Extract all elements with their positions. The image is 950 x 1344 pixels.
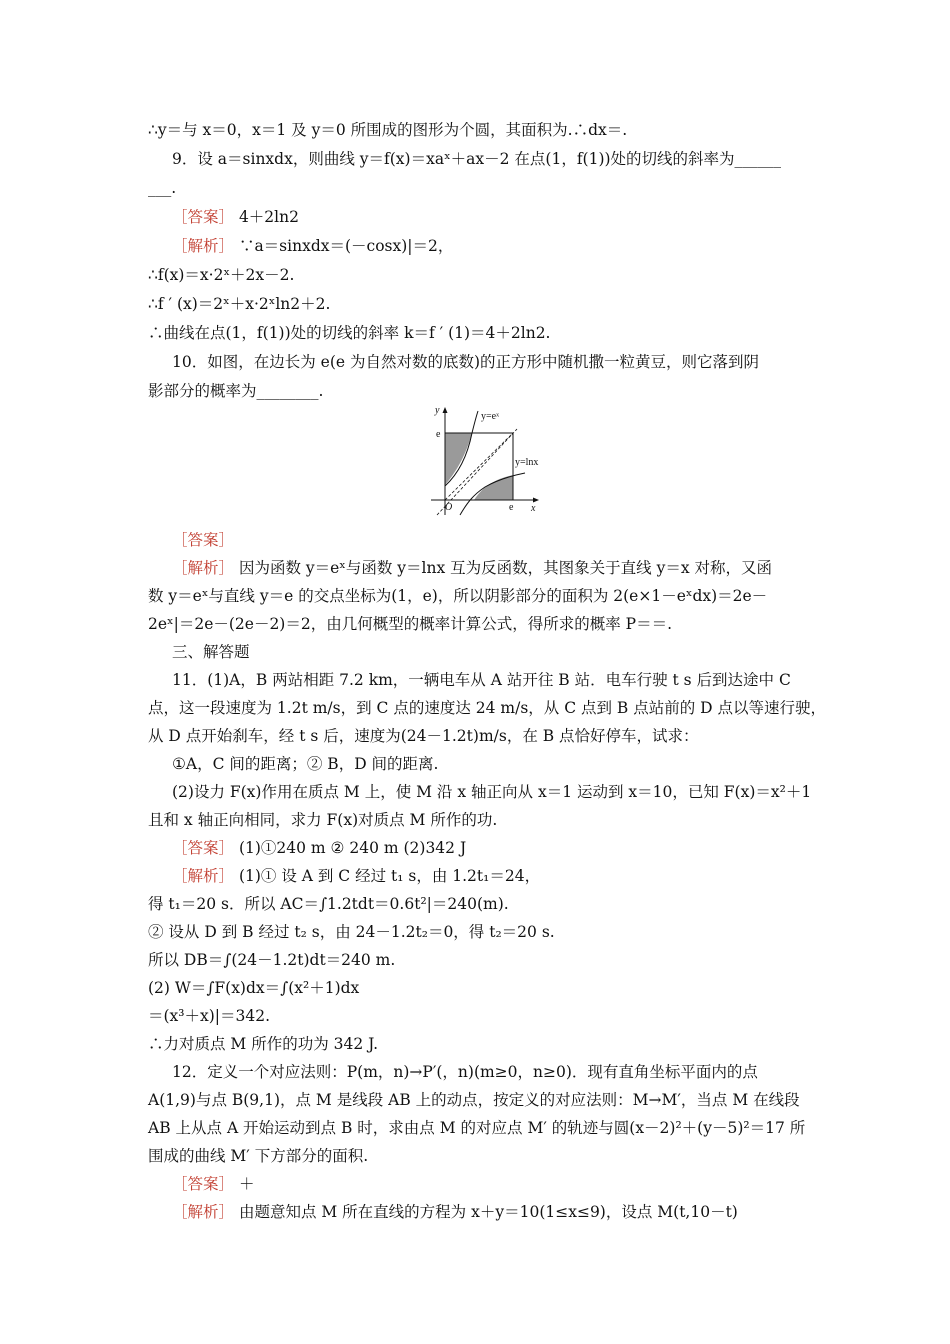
analysis-text: (1)① 设 A 到 C 经过 t₁ s，由 1.2t₁＝24， <box>234 867 541 885</box>
text-line: (2)设力 F(x)作用在质点 M 上，使 M 沿 x 轴正向从 x＝1 运动到 x＝10，已知 F(x)＝x²＋1 <box>172 783 812 801</box>
text-line: 2eˣ|＝2e－(2e－2)＝2，由几何概型的概率计算公式，得所求的概率 P＝＝. <box>148 615 672 633</box>
analysis-tag: ［解析］ <box>172 1203 235 1221</box>
text-line: ＝(x³＋x)|＝342. <box>148 1007 271 1025</box>
question-12: 12．定义一个对应法则：P(m，n)→P′(，n)(m≥0，n≥0)．现有直角坐标平面内的点 <box>172 1063 758 1081</box>
answer-tag: ［答案］ <box>172 1175 235 1193</box>
analysis-text: 因为函数 y＝eˣ与函数 y＝lnx 互为反函数，其图象关于直线 y＝x 对称，又函 <box>234 559 773 577</box>
text-line: 得 t₁＝20 s．所以 AC＝∫1.2tdt＝0.6t²|＝240(m). <box>148 895 509 913</box>
text-line: A(1,9)与点 B(9,1)，点 M 是线段 AB 上的动点，按定义的对应法则：M→M′，当点 M 在线段 <box>148 1091 800 1109</box>
analysis-tag: ［解析］ <box>172 867 235 885</box>
analysis-tag: ［解析］ <box>172 559 235 577</box>
text-line: ② 设从 D 到 B 经过 t₂ s，由 24－1.2t₂＝0，得 t₂＝20 s. <box>148 923 555 941</box>
answer-text: 4＋2ln2 <box>234 208 299 226</box>
question-10: 10．如图，在边长为 e(e 为自然对数的底数)的正方形中随机撒一粒黄豆，则它落到阴 <box>172 353 760 371</box>
curve-exp-label: y=eˣ <box>481 411 499 422</box>
text-line: AB 上从点 A 开始运动到点 B 时，求由点 M 的对应点 M′ 的轨迹与圆(x－2)²＋(y－5)²＝17 所 <box>148 1119 806 1137</box>
question-11: 11．(1)A，B 两站相距 7.2 km，一辆电车从 A 站开往 B 站．电车行驶 t s 后到达途中 C <box>172 671 791 689</box>
analysis-line <box>172 1202 738 1222</box>
text-line: ∴力对质点 M 所作的功为 342 J. <box>148 1035 379 1053</box>
answer-line <box>172 207 299 227</box>
text-line: 所以 DB＝∫(24－1.2t)dt＝240 m. <box>148 951 396 969</box>
tick-e-x: e <box>509 502 514 513</box>
text-line: ∴f(x)＝x·2ˣ＋2x－2. <box>148 266 295 284</box>
text-line: 点，这一段速度为 1.2t m/s，到 C 点的速度达 24 m/s，从 C 点到 B 点站前的 D 点以等速行驶， <box>148 699 827 717</box>
tick-e-y: e <box>436 429 441 440</box>
curve-ln-label: y=lnx <box>515 457 539 468</box>
analysis-text: 由题意知点 M 所在直线的方程为 x＋y＝10(1≤x≤9)，设点 M(t,10－t) <box>234 1203 738 1221</box>
x-axis-arrow <box>533 498 539 503</box>
origin-label: O <box>445 502 453 513</box>
text-line: ___. <box>148 179 177 197</box>
question-9: 9．设 a＝sinxdx，则曲线 y＝f(x)＝xaˣ＋ax－2 在点(1，f(1))处的切线的斜率为______ <box>172 150 782 168</box>
shaded-region-right <box>474 475 513 500</box>
answer-tag: ［答案］ <box>172 208 235 226</box>
text-line: (2) W＝∫F(x)dx＝∫(x²＋1)dx <box>148 979 360 997</box>
text-line: 数 y＝eˣ与直线 y＝e 的交点坐标为(1，e)，所以阴影部分的面积为 2(e×1－eˣdx)＝2e－ <box>148 587 768 605</box>
y-axis-arrow <box>443 407 448 413</box>
text-line: 且和 x 轴正向相同，求力 F(x)对质点 M 所作的功. <box>148 811 498 829</box>
answer-line <box>172 1174 254 1194</box>
analysis-line <box>172 558 772 578</box>
answer-line <box>172 530 234 550</box>
analysis-line <box>172 866 540 886</box>
x-axis-label: x <box>531 503 536 514</box>
analysis-tag: ［解析］ <box>172 237 235 255</box>
section-heading: 三、解答题 <box>172 643 250 661</box>
y-axis-label: y <box>435 405 440 416</box>
analysis-text: ∵a＝sinxdx＝(－cosx)|＝2， <box>234 237 454 255</box>
answer-text: (1)①240 m ② 240 m (2)342 J <box>234 839 467 857</box>
text-line: ∴y＝与 x＝0，x＝1 及 y＝0 所围成的图形为个圆，其面积为.∴dx＝. <box>148 121 628 139</box>
answer-tag: ［答案］ <box>172 839 235 857</box>
answer-tag: ［答案］ <box>172 531 235 549</box>
answer-text: ＋ <box>234 1175 255 1193</box>
text-line: 从 D 点开始刹车，经 t s 后，速度为(24－1.2t)m/s，在 B 点恰好停车，试求： <box>148 727 699 745</box>
text-line: ∴曲线在点(1，f(1))处的切线的斜率 k＝f ′ (1)＝4＋2ln2. <box>148 324 551 342</box>
text-line: ∴f ′ (x)＝2ˣ＋x·2ˣln2＋2. <box>148 295 331 313</box>
text-line: 影部分的概率为________. <box>148 382 324 400</box>
analysis-line <box>172 236 453 256</box>
text-line: ①A，C 间的距离；② B，D 间的距离. <box>172 755 439 773</box>
graph-figure <box>425 403 541 519</box>
answer-line <box>172 838 466 858</box>
text-line: 围成的曲线 M′ 下方部分的面积. <box>148 1147 369 1165</box>
